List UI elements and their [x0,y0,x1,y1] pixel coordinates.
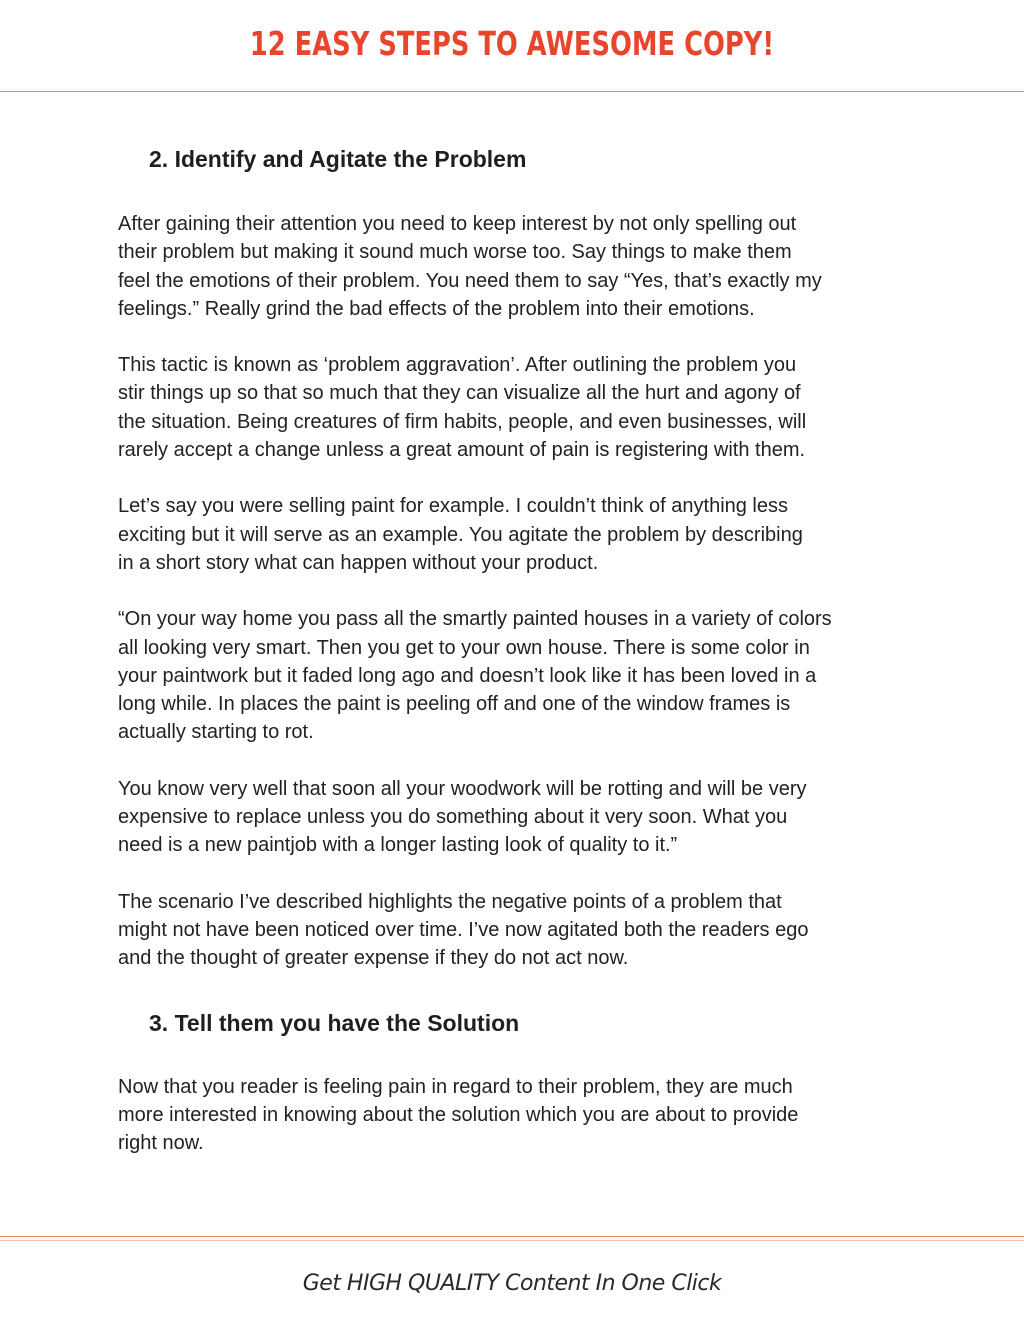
paragraph: Let’s say you were selling paint for example. I couldn’t think of anything less exciting but it will serve as an example. You agitate the problem by describing in a short story what can happen without your product. [118,495,803,574]
page-title: 12 EASY STEPS TO AWESOME COPY! [249,24,775,63]
document-body [118,140,908,1157]
footer-tagline: Get HIGH QUALITY Content In One Click [302,1271,722,1296]
page-header [0,0,1024,92]
paragraph: This tactic is known as ‘problem aggravation’. After outlining the problem you stir things up so that so much that they can visualize all the hurt and agony of the situation. Being creatures of firm habits, people, and even businesses, will rarely accept a change unless a great amount of pain is registering with them. [118,354,807,462]
footer-divider [0,1236,1024,1237]
section-heading-identify-problem: 2. Identify and Agitate the Problem [149,146,527,172]
paragraph: The scenario I’ve described highlights the negative points of a problem that might not have been noticed over time. I’ve now agitated both the readers ego and the thought of greater expense if they do not act now. [118,890,809,970]
section-heading-solution: 3. Tell them you have the Solution [149,1009,520,1036]
paragraph: After gaining their attention you need to keep interest by not only spelling out their problem but making it sound much worse too. Say things to make them feel the emotions of their problem. You need them to say “Yes, that’s exactly my feelings.” Really grind the bad effects of the problem into their emotions. [118,213,822,320]
paragraph: You know very well that soon all your woodwork will be rotting and will be very expensive to replace unless you do something about it very soon. What you need is a new paintjob with a longer lasting look of quality to it.” [118,777,807,857]
paragraph: “On your way home you pass all the smartly painted houses in a variety of colors all looking very smart. Then you get to your own house. There is some color in your paintwork but it faded long ago and doesn’t look like it has been loved in a long while. In places the paint is peeling off and one of the window frames is actually starting to rot. [118,608,832,744]
paragraph: Now that you reader is feeling pain in regard to their problem, they are much more interested in knowing about the solution which you are about to provide right now. [118,1075,799,1155]
header-divider [0,91,1024,92]
footer-divider-secondary [0,1240,1024,1241]
